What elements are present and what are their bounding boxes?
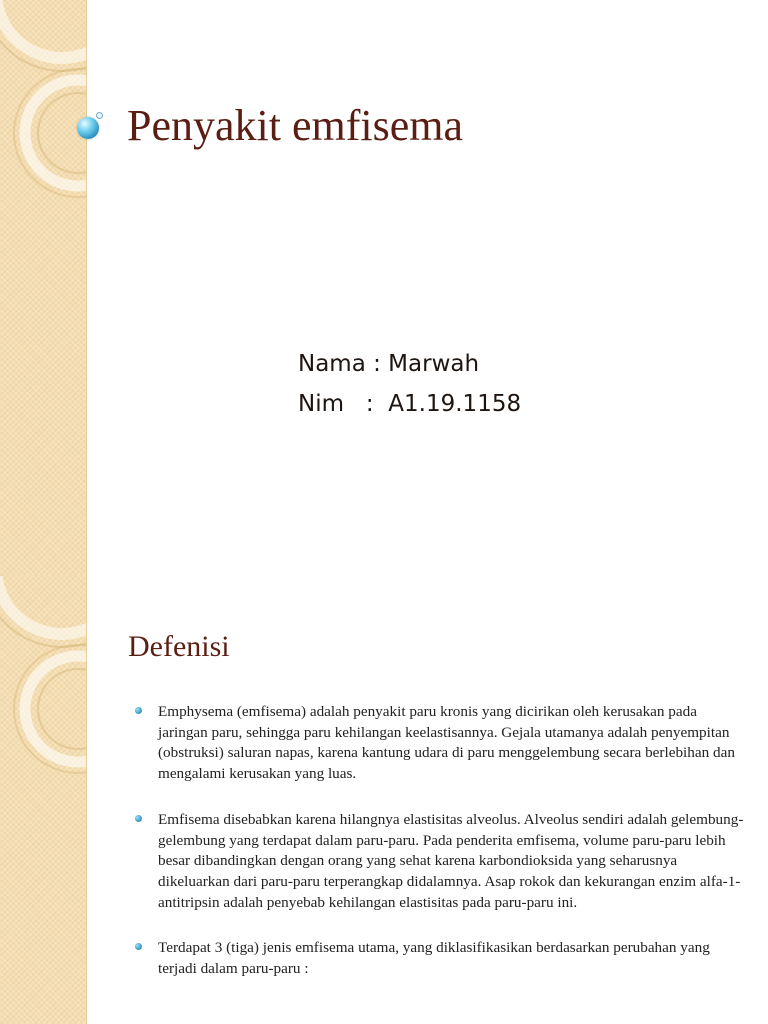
author-nim: Nim : A1.19.1158 [298, 391, 522, 417]
bullet-text: Terdapat 3 (tiga) jenis emfisema utama, yang diklasifikasikan berdasarkan perubahan yang terjadi dalam paru-paru : [158, 939, 710, 978]
slide-title: Penyakit emfisema [127, 101, 464, 150]
bullet-dot-icon [135, 707, 142, 714]
list-item [135, 702, 750, 785]
slide-heading: Defenisi [128, 630, 230, 663]
bullet-text: Emphysema (emfisema) adalah penyakit paru kronis yang dicirikan oleh kerusakan pada jaringan paru, sehingga paru kehilangan keelastisannya. Gejala utamanya adalah penyempitan (obstruksi) saluran napas, karena kantung udara di paru menggelembung secara berlebihan dan mengalami kerusakan yang luas. [158, 703, 735, 783]
side-decoration-band [0, 0, 87, 576]
list-item [135, 938, 750, 979]
author-info [298, 344, 521, 424]
bullet-dot-icon [135, 943, 142, 950]
small-ring-icon [96, 112, 103, 119]
list-item [135, 810, 750, 914]
blue-orb-icon [77, 117, 99, 139]
definition-slide [0, 576, 768, 1024]
bullet-dot-icon [135, 815, 142, 822]
circle-ornament [0, 0, 86, 576]
circle-ornament [0, 576, 86, 1024]
author-name: Nama : Marwah [298, 351, 480, 377]
bullet-list [135, 702, 750, 1005]
side-decoration-band [0, 576, 87, 1024]
bullet-text: Emfisema disebabkan karena hilangnya elastisitas alveolus. Alveolus sendiri adalah gelembung-gelembung yang terdapat dalam paru-paru. Pada penderita emfisema, volume paru-paru lebih besar dibandingkan dengan orang yang sehat karena karbondioksida yang seharusnya dikeluarkan dari paru-paru terperangkap didalamnya. Asap rokok dan kekurangan enzim alfa-1-antitripsin adalah penyebab kehilangan elastisitas pada paru-paru ini. [158, 810, 744, 911]
